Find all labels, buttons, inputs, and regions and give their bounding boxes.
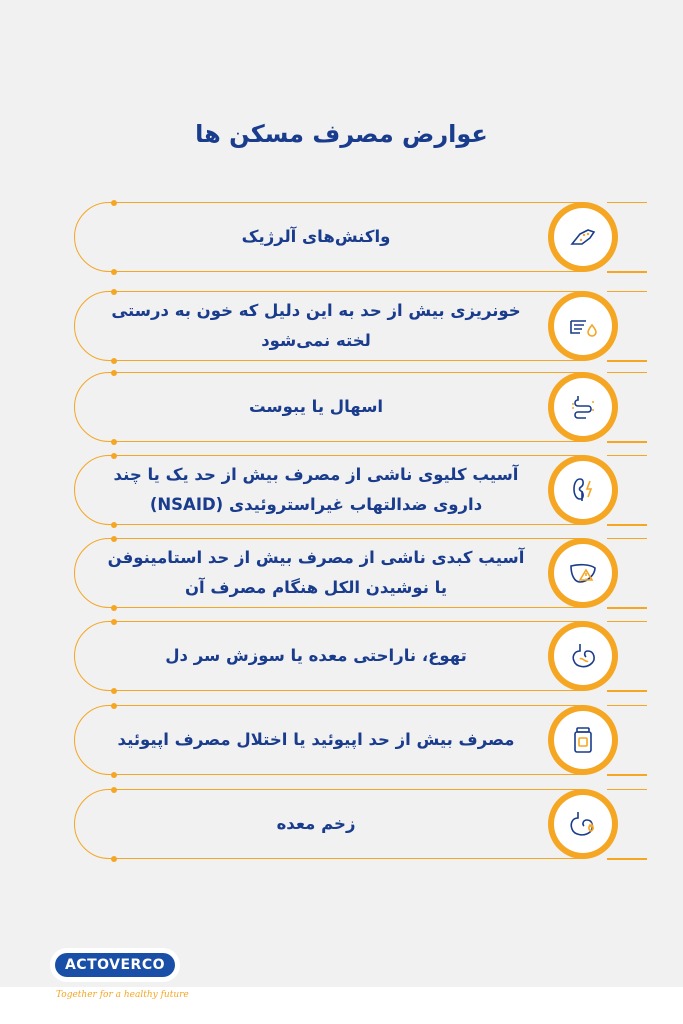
list-item [74,705,614,775]
kidney-icon [548,455,618,525]
brand-logo [50,948,180,982]
list-item [74,538,614,608]
intestine-icon [548,372,618,442]
stomach-ulcer-icon [548,789,618,859]
item-text: خونریزی بیش از حد به این دلیل که خون به درستی لخته نمی‌شود [111,301,521,350]
item-text: اسهال یا یبوست [248,397,384,417]
brand-tagline: Together for a healthy future [56,990,189,1000]
item-text: زخم معده [276,814,356,834]
item-text: واکنش‌های آلرژیک [241,227,391,247]
list-item [74,291,614,361]
liver-warning-icon [548,538,618,608]
item-text: مصرف بیش از حد اپیوئید یا اختلال مصرف اپیوئید [117,730,515,750]
list-item [74,202,614,272]
item-text: آسیب کبدی ناشی از مصرف بیش از حد استامینوفن یا نوشیدن الکل هنگام مصرف آن [107,548,525,597]
list-item [74,372,614,442]
brand-logo-text: ACTOVERCO [55,953,175,977]
list-item [74,455,614,525]
page-title: عوارض مصرف مسکن ها [195,120,488,148]
pill-bottle-icon [548,705,618,775]
stomach-icon [548,621,618,691]
bleeding-finger-icon [548,291,618,361]
list-item [74,789,614,859]
allergic-hand-icon [548,202,618,272]
list-item [74,621,614,691]
item-text: تهوع، ناراحتی معده یا سوزش سر دل [165,646,467,666]
item-text: آسیب کلیوی ناشی از مصرف بیش از حد یک یا چند داروی ضدالتهاب غیراستروئیدی (NSAID) [113,465,519,514]
